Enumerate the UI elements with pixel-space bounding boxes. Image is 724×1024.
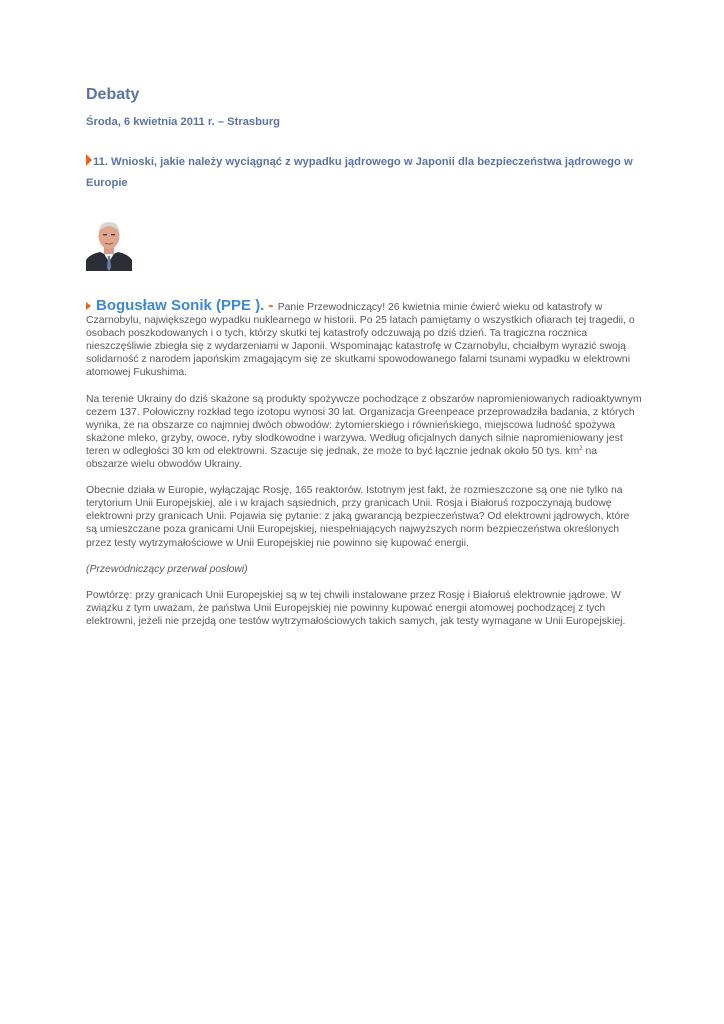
session-date: Środa, 6 kwietnia 2011 r. – Strasburg: [86, 116, 281, 128]
orange-arrow-icon: [86, 302, 91, 310]
speech-paragraph-2-text-b: na obszarze wielu obwodów Ukrainy.: [86, 445, 598, 471]
superscript-two: 2: [579, 445, 583, 452]
agenda-item-text: 11. Wnioski, jakie należy wyciągnąć z wypadku jądrowego w Japonii dla bezpieczeństwa jądrowego w Europie: [86, 156, 633, 189]
speech-paragraph-4: Powtórzę: przy granicach Unii Europejskiej są w tej chwili instalowane przez Rosję i Białoruś elektrownie jądrowe. W związku z tym uważam, że państwa Unii Europejskiej nie powinny kupować energii atomowej pochodzącej z tych elektrowni, jeżeli nie przejdą one testów wytrzymałościowych takich samych, jak testy wymagane w Unii Europejskiej.: [86, 589, 626, 627]
orange-arrow-icon: [86, 154, 92, 166]
speaker-portrait-image: [86, 216, 132, 271]
speech-paragraph-2: [86, 393, 642, 472]
speech-block: [86, 299, 642, 628]
speaker-dash: -: [264, 297, 278, 314]
chair-interruption-note: (Przewodniczący przerwał posłowi): [86, 563, 248, 575]
agenda-item-heading: [86, 152, 642, 194]
document-page: [86, 84, 642, 641]
speech-paragraph-1: [86, 299, 642, 380]
document-title: Debaty: [86, 86, 140, 103]
speech-paragraph-2-text-a: Na terenie Ukrainy do dziś skażone są produkty spożywcze pochodzące z obszarów napromieniowanych radioaktywnym cezem 137. Połowiczny rozkład tego izotopu wynosi 30 lat. Organizacja Greenpeace przeprowadziła badania, z których wynika, że na obszarze co najmniej dwóch obwodów: żytomierskiego i równieńskiego, miejscowa ludność spożywa skażone mleko, grzyby, owoce, ryby słodkowodne i warzywa. Według oficjalnych danych silnie napromieniowany jest teren w odległości 30 km od elektrowni. Szacuje się jednak, że może to być łącznie jednak około 50 tys. km: [86, 393, 642, 457]
speech-intro-text: Panie Przewodniczący! 26 kwietnia minie ćwierć wieku od katastrofy w Czarnobylu, największego wypadku nuklearnego w historii. Po 25 latach pamiętamy o wszystkich ofiarach tej tragedii, o osobach poszkodowanych i o tych, którzy skutki tej katastrofy odczuwają po dziś dzień. Ta tragiczna rocznica nieszczęśliwie zbiegła się z wydarzeniami w Japonii. Wspominając katastrofę w Czarnobylu, chciałbym wyrazić swoją solidarność z narodem japońskim zmagającym się ze skutkami spowodowanego falami tsunami wypadku w elektrowni atomowej Fukushima.: [86, 302, 635, 379]
speech-paragraph-3: Obecnie działa w Europie, wyłączając Rosję, 165 reaktorów. Istotnym jest fakt, że rozmieszczone są one nie tylko na terytorium Unii Europejskiej, ale i w krajach sąsiednich, przy granicach Unii. Rosja i Białoruś rozpoczynają budowę elektrowni przy granicach Unii. Pojawia się pytanie: z jaką gwarancją bezpieczeństwa? Od elektrowni jądrowych, które są umieszczane poza granicami Unii Europejskiej, niespełniających najwyższych norm bezpieczeństwa określonych przez testy wytrzymałościowe w Unii Europejskiej nie powinno się kupować energii.: [86, 485, 630, 549]
speaker-portrait: [86, 216, 132, 271]
speaker-name: Bogusław Sonik (PPE ).: [96, 297, 265, 314]
